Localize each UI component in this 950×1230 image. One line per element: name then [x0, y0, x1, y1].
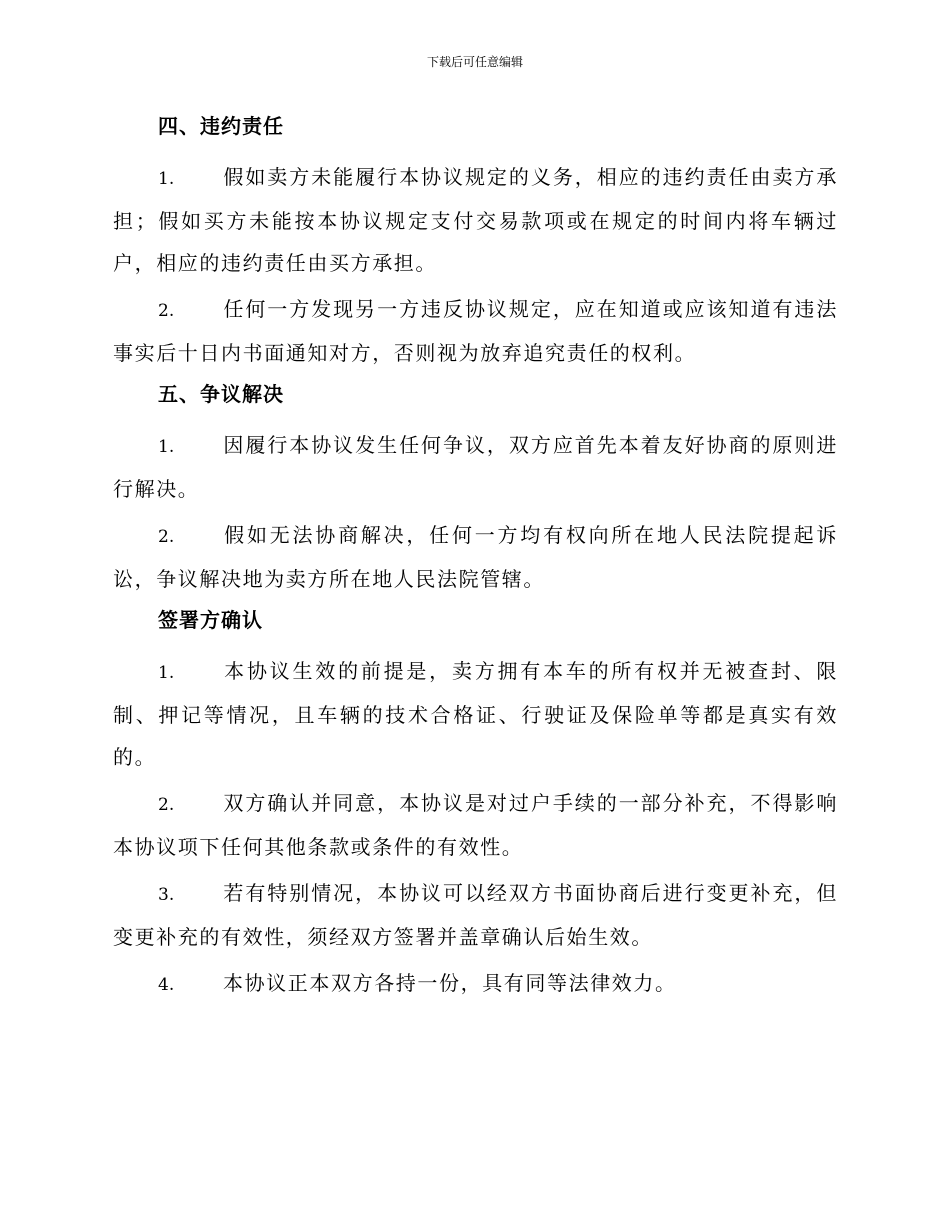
clause-number: 1.: [158, 663, 175, 683]
clause-text: 本协议生效的前提是，卖方拥有本车的所有权并无被查封、限制、押记等情况，且车辆的技术合格证、行驶证及保险单等都是真实有效的。: [113, 659, 838, 769]
section-signatory-confirmation: [113, 604, 838, 1006]
page-header: 下载后可任意编辑: [426, 55, 523, 69]
document-body: [113, 110, 838, 1010]
clause: [113, 962, 838, 1006]
section-heading: 签署方确认: [158, 608, 263, 632]
clause: [113, 514, 838, 600]
section-breach-liability: [113, 110, 838, 374]
section-dispute-resolution: [113, 378, 838, 600]
clause-text: 假如卖方未能履行本协议规定的义务，相应的违约责任由卖方承担；假如买方未能按本协议规定支付交易款项或在规定的时间内将车辆过户，相应的违约责任由买方承担。: [113, 165, 838, 275]
clause-text: 本协议正本双方各持一份，具有同等法律效力。: [223, 971, 677, 995]
section-heading: 四、违约责任: [158, 114, 284, 138]
clause-text: 假如无法协商解决，任何一方均有权向所在地人民法院提起诉讼，争议解决地为卖方所在地人民法院管辖。: [113, 523, 838, 591]
clause-text: 因履行本协议发生任何争议，双方应首先本着友好协商的原则进行解决。: [113, 433, 838, 501]
clause-number: 1.: [158, 169, 175, 189]
clause: [113, 782, 838, 868]
clause-text: 双方确认并同意，本协议是对过户手续的一部分补充，不得影响本协议项下任何其他条款或条件的有效性。: [113, 791, 838, 859]
clause: [113, 650, 838, 778]
clause: [113, 424, 838, 510]
clause-text: 若有特别情况，本协议可以经双方书面协商后进行变更补充，但变更补充的有效性，须经双方签署并盖章确认后始生效。: [113, 881, 838, 949]
clause: [113, 156, 838, 284]
clause-number: 1.: [158, 437, 175, 457]
clause: [113, 872, 838, 958]
clause-number: 4.: [158, 975, 175, 995]
clause: [113, 288, 838, 374]
clause-number: 2.: [158, 301, 175, 321]
clause-number: 2.: [158, 527, 175, 547]
clause-text: 任何一方发现另一方违反协议规定，应在知道或应该知道有违法事实后十日内书面通知对方，否则视为放弃追究责任的权利。: [113, 297, 838, 365]
clause-number: 2.: [158, 795, 175, 815]
section-heading: 五、争议解决: [158, 382, 284, 406]
clause-number: 3.: [158, 885, 175, 905]
